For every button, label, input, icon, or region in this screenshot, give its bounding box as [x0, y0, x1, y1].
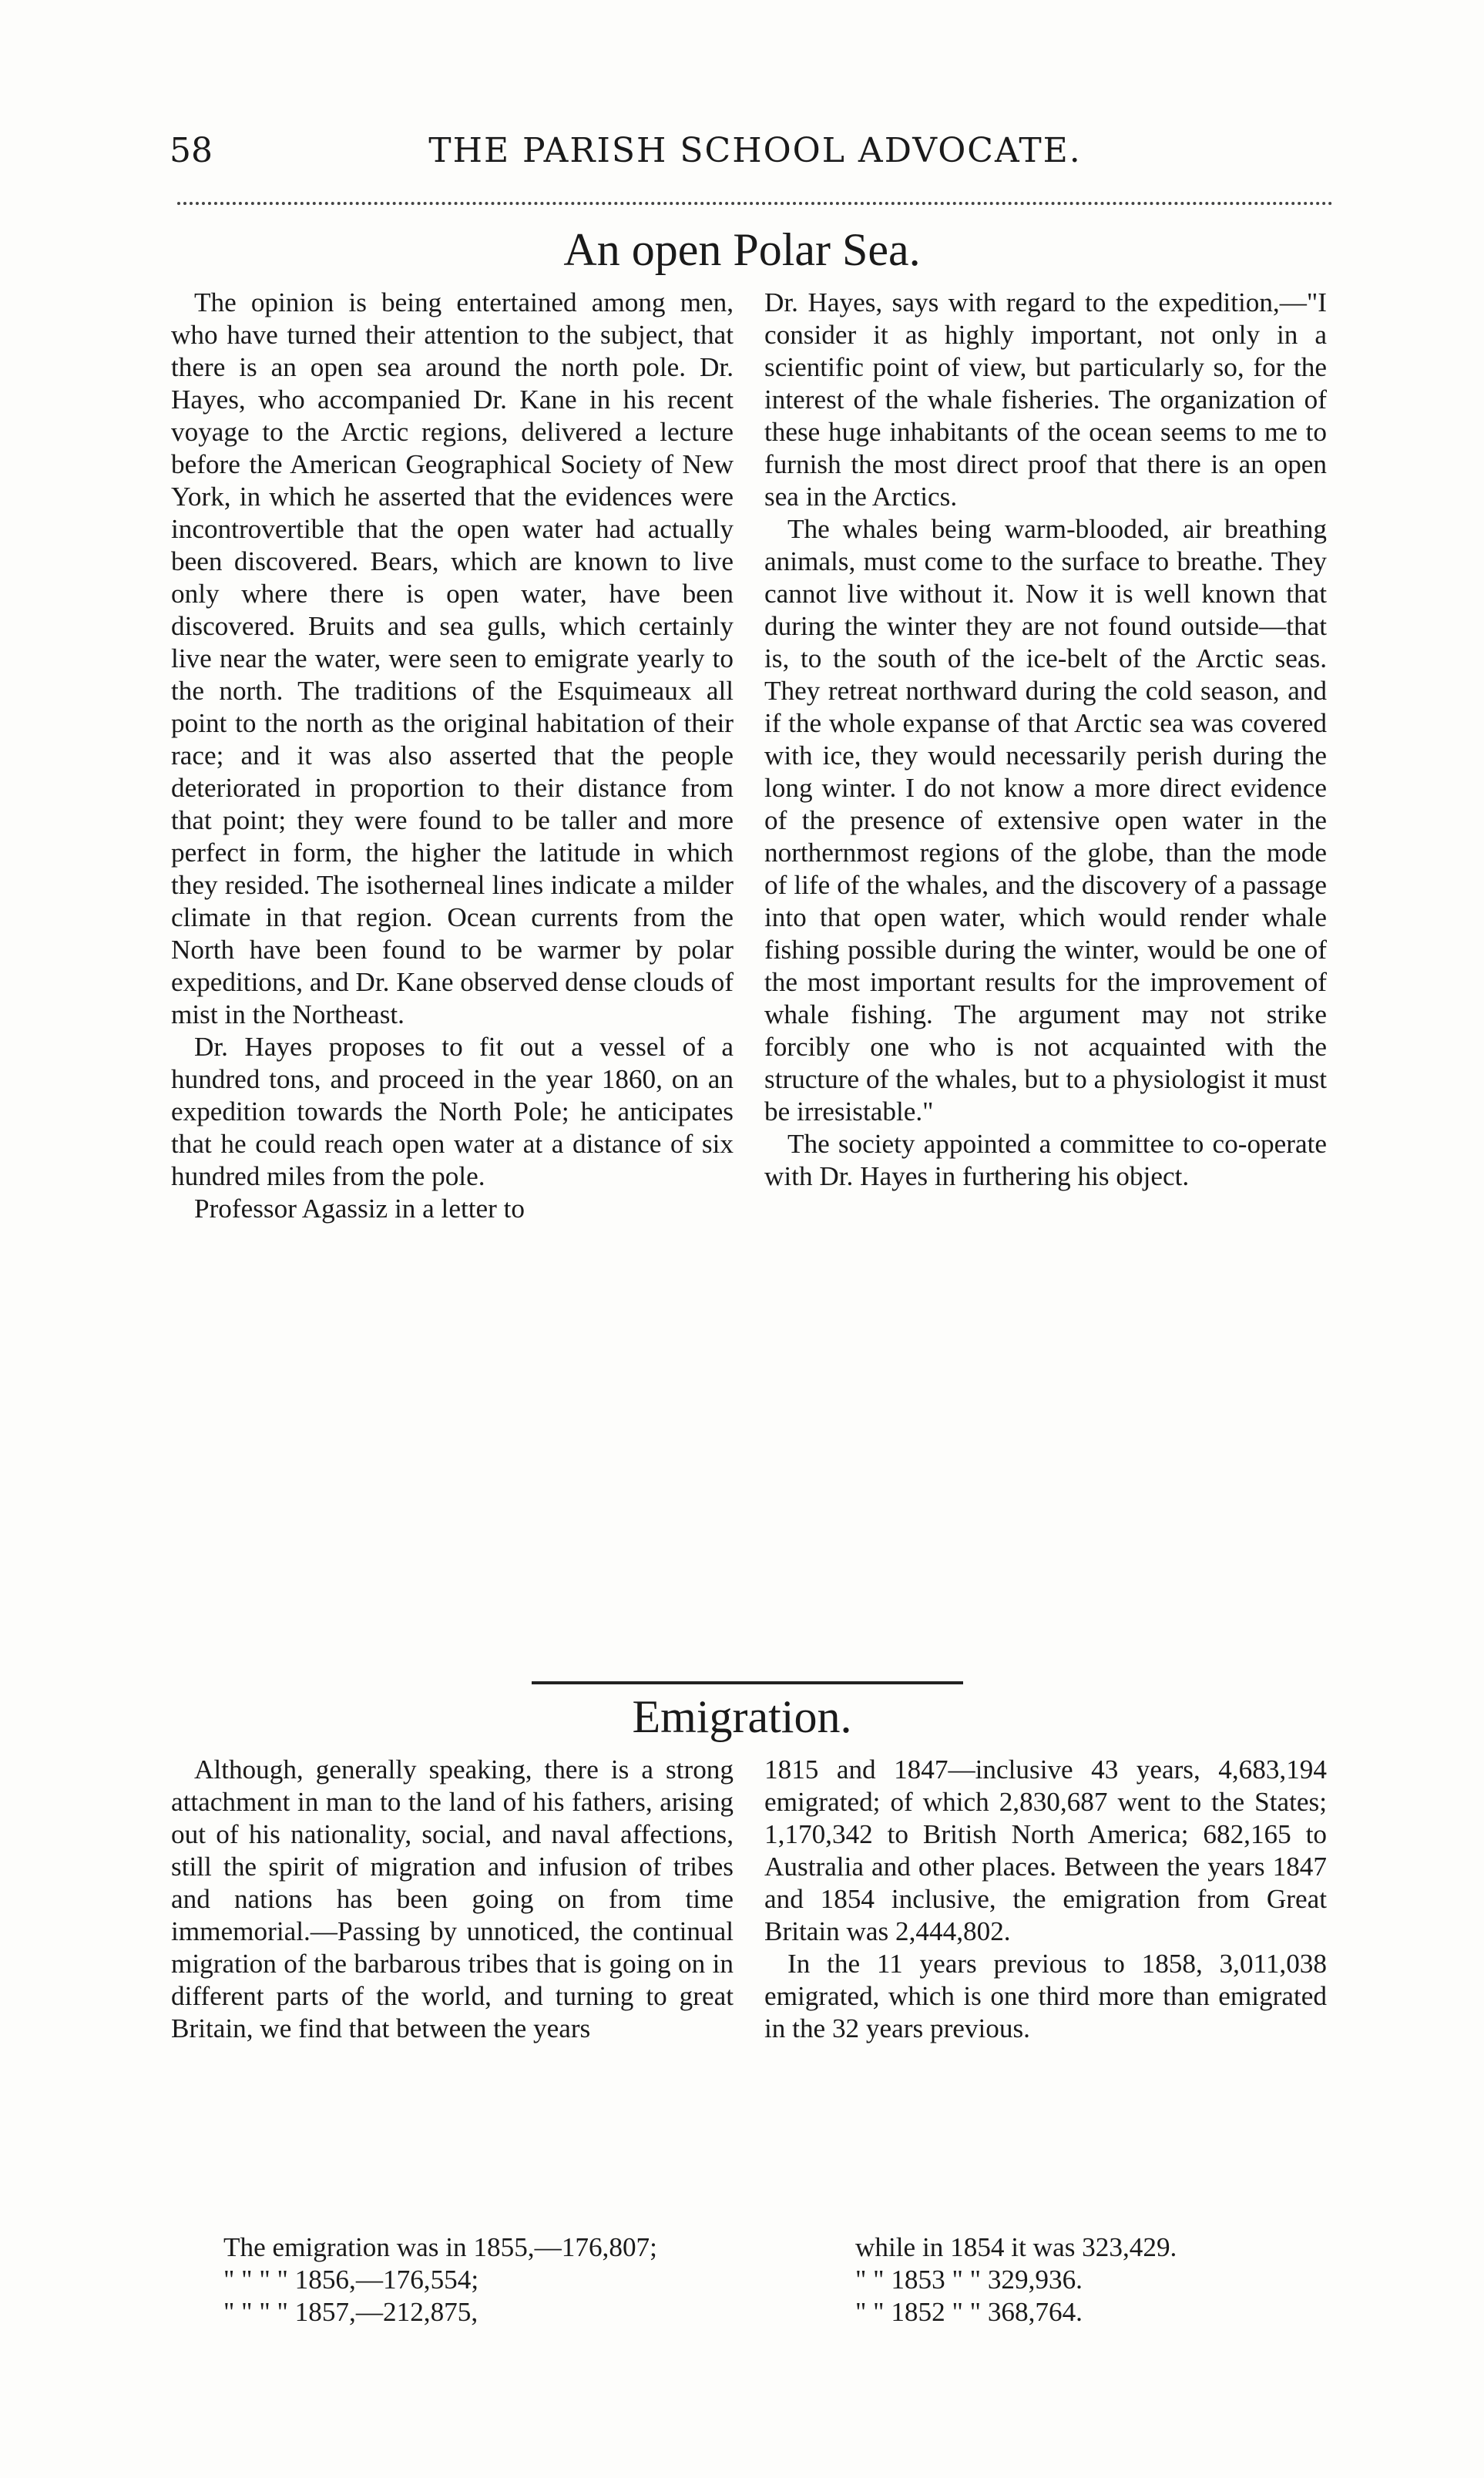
stats-row	[177, 2264, 1333, 2296]
running-header	[170, 131, 1341, 177]
paragraph: 1815 and 1847—inclusive 43 years, 4,683,194 emigrated; of which 2,830,687 went to the States; 1,170,342 to British North America; 682,165 to Australia and other places. Between the years 1847 and 1854 inclusive, the emigration from Great Britain was 2,444,802.	[764, 1754, 1327, 1946]
paragraph: Although, generally speaking, there is a strong attachment in man to the land of his fathers, arising out of his nationality, social, and naval affections, still the spirit of migration and infusion of tribes and nations has been going on from time immemorial.—Passing by unnoticed, the continual migration of the barbarous tribes that is going on in different parts of the world, and turning to great Britain, we find that between the years	[171, 1754, 734, 2043]
article2-column-right	[764, 1754, 1327, 2045]
section-divider	[532, 1681, 963, 1684]
emigration-statistics	[177, 2231, 1333, 2329]
article-title-polar-sea: An open Polar Sea.	[563, 224, 921, 275]
article-title-emigration: Emigration.	[632, 1691, 852, 1742]
stats-row	[177, 2296, 1333, 2329]
paragraph: In the 11 years previous to 1858, 3,011,038 emigrated, which is one third more than emigrated in the 32 years previous.	[764, 1949, 1327, 2043]
paragraph: The whales being warm-blooded, air breathing animals, must come to the surface to breathe. They cannot live without it. Now it is well known that during the winter they are not found outside—that is, to the south of the ice-belt of the Arctic seas. They retreat northward during the cold season, and if the whole expanse of that Arctic sea was covered with ice, they would necessarily perish during the long winter. I do not know a more direct evidence of the presence of extensive open water in the northernmost regions of the globe, than the mode of life of the whales, and the discovery of a passage into that open water, which would render whale fishing possible during the winter, would be one of the most important results for the improvement of whale fishing. The argument may not strike forcibly one who is not acquainted with the structure of the whales, but to a physiologist it must be irresistable."	[764, 514, 1327, 1127]
stats-left: The emigration was in 1855,—176,807;	[223, 2232, 657, 2262]
header-rule	[177, 202, 1333, 205]
stats-right: " " 1852 " " 368,764.	[855, 2297, 1083, 2327]
stats-right: while in 1854 it was 323,429.	[855, 2232, 1177, 2262]
stats-left: " " " " 1856,—176,554;	[223, 2265, 479, 2295]
paragraph: The society appointed a committee to co-operate with Dr. Hayes in furthering his object.	[764, 1129, 1327, 1191]
paragraph: Professor Agassiz in a letter to	[194, 1194, 525, 1224]
stats-right: " " 1853 " " 329,936.	[855, 2265, 1083, 2295]
paragraph: Dr. Hayes proposes to fit out a vessel of a hundred tons, and proceed in the year 1860, on an expedition towards the North Pole; he anticipates that he could reach open water at a distance of six hundred miles from the pole.	[171, 1032, 734, 1191]
page-number: 58	[170, 131, 213, 170]
article1-column-right	[764, 287, 1327, 1193]
stats-left: " " " " 1857,—212,875,	[223, 2297, 478, 2327]
article1-column-left	[171, 287, 734, 1225]
paragraph: Dr. Hayes, says with regard to the expedition,—"I consider it as highly important, not only in a scientific point of view, but particularly so, for the interest of the whale fisheries. The organization of these huge inhabitants of the ocean seems to me to furnish the most direct proof that there is an open sea in the Arctics.	[764, 287, 1327, 512]
stats-row	[177, 2231, 1333, 2264]
paragraph: The opinion is being entertained among men, who have turned their attention to the subject, that there is an open sea around the north pole. Dr. Hayes, who accompanied Dr. Kane in his recent voyage to the Arctic regions, delivered a lecture before the American Geographical Society of New York, in which he asserted that the evidences were incontrovertible that the open water had actually been discovered. Bears, which are known to live only where there is open water, have been discovered. Bruits and sea gulls, which certainly live near the water, were seen to emigrate yearly to the north. The traditions of the Esquimeaux all point to the north as the original habitation of their race; and it was also asserted that the people deteriorated in proportion to their distance from that point; they were found to be taller and more perfect in form, the higher the latitude in which they resided. The isotherneal lines indicate a milder climate in that region. Ocean currents from the North have been found to be warmer by polar expeditions, and Dr. Kane observed dense clouds of mist in the Northeast.	[171, 287, 734, 1029]
article2-column-left	[171, 1754, 734, 2045]
running-title: THE PARISH SCHOOL ADVOCATE.	[428, 131, 1082, 170]
